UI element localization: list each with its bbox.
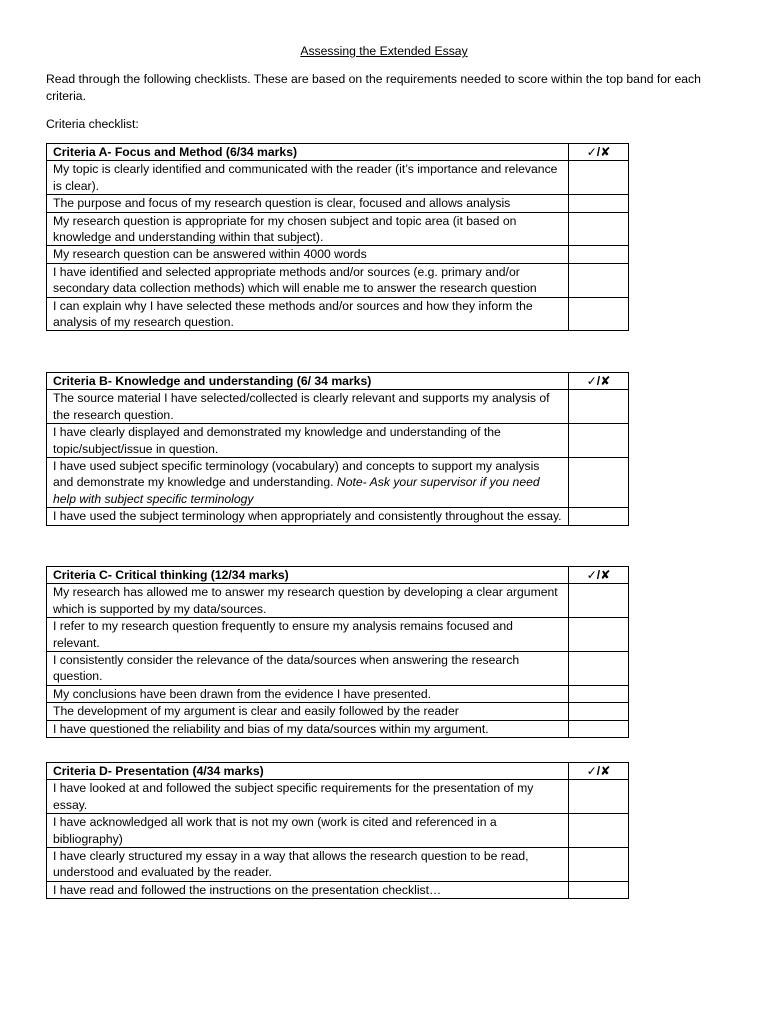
check-cell[interactable] [569,848,629,882]
criteria-item: I have acknowledged all work that is not my own (work is cited and referenced in a bibliography) [47,814,569,848]
criteria-item: My research has allowed me to answer my research question by developing a clear argument which is supported by my data/sources. [47,584,569,618]
check-cell[interactable] [569,703,629,720]
check-cell[interactable] [569,458,629,508]
table-row [47,161,629,195]
table-row [47,297,629,331]
criteria-item: I have identified and selected appropriate methods and/or sources (e.g. primary and/or secondary data collection methods) which will enable me to answer the research question [47,263,569,297]
table-row [47,881,629,898]
criteria-d-heading: Criteria D- Presentation (4/34 marks) [47,763,569,780]
criteria-c-heading: Criteria C- Critical thinking (12/34 marks) [47,567,569,584]
table-row [47,703,629,720]
table-row [47,720,629,737]
criteria-item: I have read and followed the instructions on the presentation checklist… [47,881,569,898]
criteria-item: I consistently consider the relevance of the data/sources when answering the research question. [47,652,569,686]
check-cell[interactable] [569,424,629,458]
check-cell[interactable] [569,618,629,652]
table-row [47,652,629,686]
table-row [47,212,629,246]
criteria-item: I refer to my research question frequently to ensure my analysis remains focused and relevant. [47,618,569,652]
check-cell[interactable] [569,246,629,263]
criteria-d-header-row [47,763,629,780]
table-row [47,263,629,297]
table-row [47,848,629,882]
intro-paragraph: Read through the following checklists. These are based on the requirements needed to score within the top band for each criteria. [46,72,701,103]
criteria-d-table [46,762,629,899]
check-cell[interactable] [569,508,629,525]
criteria-item: I have used the subject terminology when appropriately and consistently throughout the essay. [47,508,569,525]
check-header: ✓/✘ [569,144,629,161]
checklist-label: Criteria checklist: [46,117,139,131]
table-row [47,780,629,814]
criteria-item: I can explain why I have selected these methods and/or sources and how they inform the analysis of my research question. [47,297,569,331]
criteria-item: The source material I have selected/collected is clearly relevant and supports my analysis of the research question. [47,390,569,424]
table-row [47,390,629,424]
criteria-c-header-row [47,567,629,584]
check-cell[interactable] [569,685,629,702]
criteria-item: I have questioned the reliability and bias of my data/sources within my argument. [47,720,569,737]
table-row [47,685,629,702]
criteria-b-heading: Criteria B- Knowledge and understanding (6/ 34 marks) [47,373,569,390]
check-header: ✓/✘ [569,763,629,780]
criteria-b-header-row [47,373,629,390]
check-cell[interactable] [569,584,629,618]
criteria-item: My conclusions have been drawn from the evidence I have presented. [47,685,569,702]
table-row [47,508,629,525]
check-cell[interactable] [569,161,629,195]
check-cell[interactable] [569,212,629,246]
criteria-item: My topic is clearly identified and communicated with the reader (it’s importance and relevance is clear). [47,161,569,195]
criteria-item: The purpose and focus of my research question is clear, focused and allows analysis [47,195,569,212]
criteria-b-table [46,372,629,526]
criteria-item: I have clearly displayed and demonstrated my knowledge and understanding of the topic/subject/issue in question. [47,424,569,458]
table-row [47,618,629,652]
criteria-item: My research question can be answered within 4000 words [47,246,569,263]
check-cell[interactable] [569,390,629,424]
criteria-c-table [46,566,629,738]
criteria-a-heading: Criteria A- Focus and Method (6/34 marks) [47,144,569,161]
check-cell[interactable] [569,780,629,814]
criteria-item [47,458,569,508]
check-cell[interactable] [569,195,629,212]
check-cell[interactable] [569,297,629,331]
supervisor-note: Note- Ask your supervisor if you need help with subject specific terminology [53,475,540,506]
criteria-a-table [46,143,629,331]
table-row [47,814,629,848]
criteria-a-header-row [47,144,629,161]
table-row [47,424,629,458]
criteria-item-text: I have used subject specific terminology (vocabulary) and concepts to support my analysis and demonstrate my knowledge and understanding. [53,459,540,490]
check-cell[interactable] [569,263,629,297]
document-title: Assessing the Extended Essay [300,44,468,58]
check-header: ✓/✘ [569,373,629,390]
check-header: ✓/✘ [569,567,629,584]
criteria-item: I have clearly structured my essay in a way that allows the research question to be read, understood and evaluated by the reader. [47,848,569,882]
check-cell[interactable] [569,881,629,898]
criteria-item: I have looked at and followed the subject specific requirements for the presentation of my essay. [47,780,569,814]
criteria-item: My research question is appropriate for my chosen subject and topic area (it based on knowledge and understanding within that subject). [47,212,569,246]
table-row [47,246,629,263]
criteria-item: The development of my argument is clear and easily followed by the reader [47,703,569,720]
check-cell[interactable] [569,720,629,737]
table-row [47,584,629,618]
check-cell[interactable] [569,652,629,686]
table-row [47,458,629,508]
table-row [47,195,629,212]
check-cell[interactable] [569,814,629,848]
